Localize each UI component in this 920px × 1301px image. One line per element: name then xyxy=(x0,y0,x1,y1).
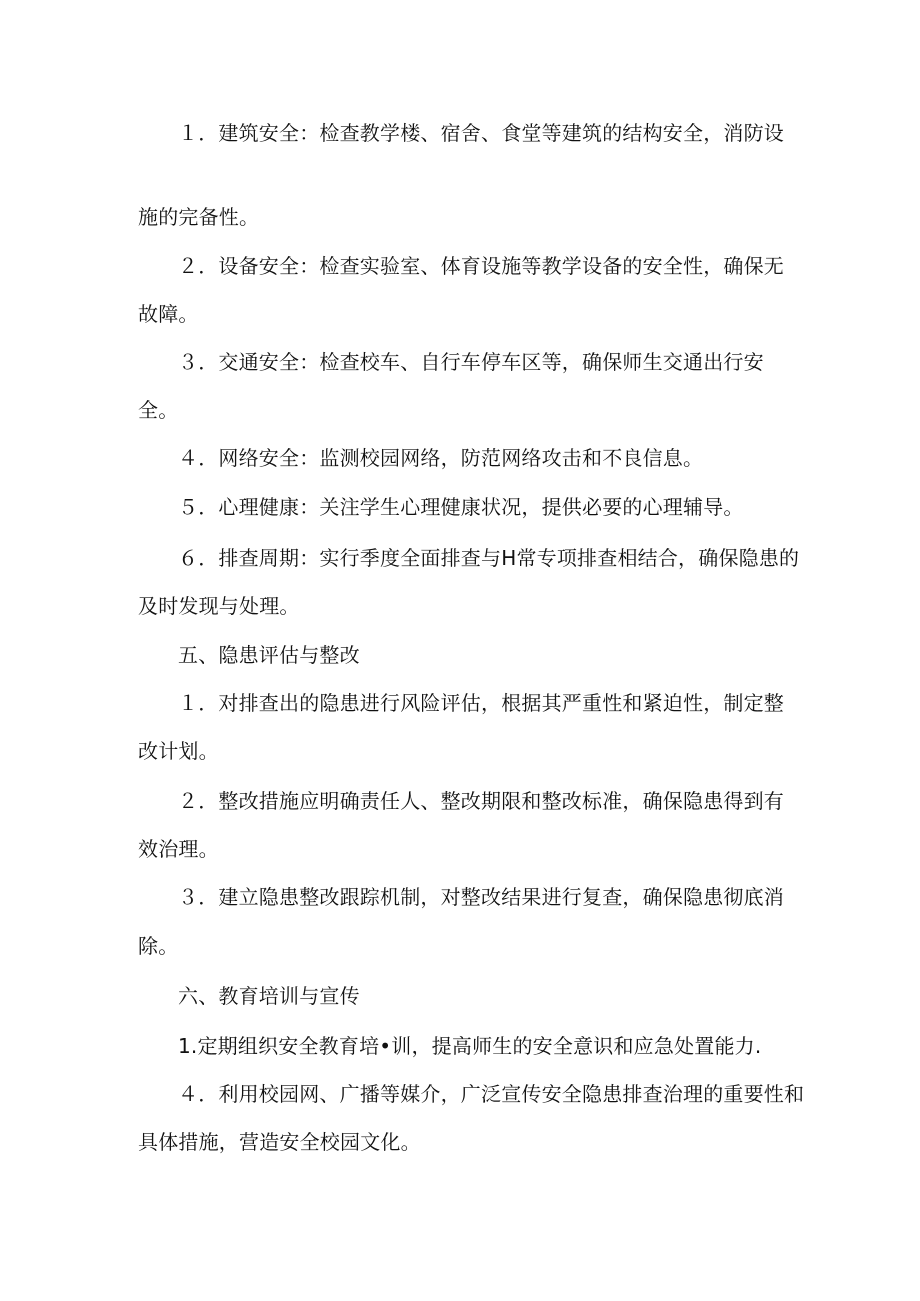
item-inspection-cycle-line2: 及时发现与处理。 xyxy=(138,594,300,618)
item-inspection-cycle-line1: ６．排查周期：实行季度全面排查与H常专项排查相结合，确保隐患的 xyxy=(178,546,800,570)
item-rectification-measures-line2: 效治理。 xyxy=(138,837,219,861)
item-tracking-mechanism-line1: ３．建立隐患整改跟踪机制，对整改结果进行复查，确保隐患彻底消 xyxy=(178,885,784,909)
item-risk-assessment-line1: １．对排查出的隐患进行风险评估，根据其严重性和紧迫性，制定整 xyxy=(178,691,784,715)
item-building-safety-line2: 施的完备性。 xyxy=(138,205,260,229)
item-traffic-safety-line1: ３．交通安全：检查校车、自行车停车区等，确保师生交通出行安 xyxy=(178,350,764,374)
item-risk-assessment-line2: 改计划。 xyxy=(138,739,219,763)
item-equipment-safety-line2: 故障。 xyxy=(138,302,199,326)
item-tracking-mechanism-line2: 除。 xyxy=(138,934,179,958)
section-heading-6: 六、教育培训与宣传 xyxy=(178,984,360,1008)
item-rectification-measures-line1: ２．整改措施应明确责任人、整改期限和整改标准，确保隐患得到有 xyxy=(178,789,784,813)
item-equipment-safety-line1: ２．设备安全：检查实验室、体育设施等教学设备的安全性，确保无 xyxy=(178,254,784,278)
item-traffic-safety-line2: 全。 xyxy=(138,398,179,422)
item-publicity-line2: 具体措施，营造安全校园文化。 xyxy=(138,1130,421,1154)
item-building-safety-line1: １．建筑安全：检查教学楼、宿舍、食堂等建筑的结构安全，消防设 xyxy=(178,121,784,145)
section-heading-5: 五、隐患评估与整改 xyxy=(178,643,360,667)
item-network-safety: ４．网络安全：监测校园网络，防范网络攻击和不良信息。 xyxy=(178,446,704,470)
item-mental-health: ５．心理健康：关注学生心理健康状况，提供必要的心理辅导。 xyxy=(178,495,744,519)
item-publicity-line1: ４．利用校园网、广播等媒介，广泛宣传安全隐患排查治理的重要性和 xyxy=(178,1082,805,1106)
item-training: 1.定期组织安全教育培•训，提高师生的安全意识和应急处置能力. xyxy=(178,1034,762,1058)
